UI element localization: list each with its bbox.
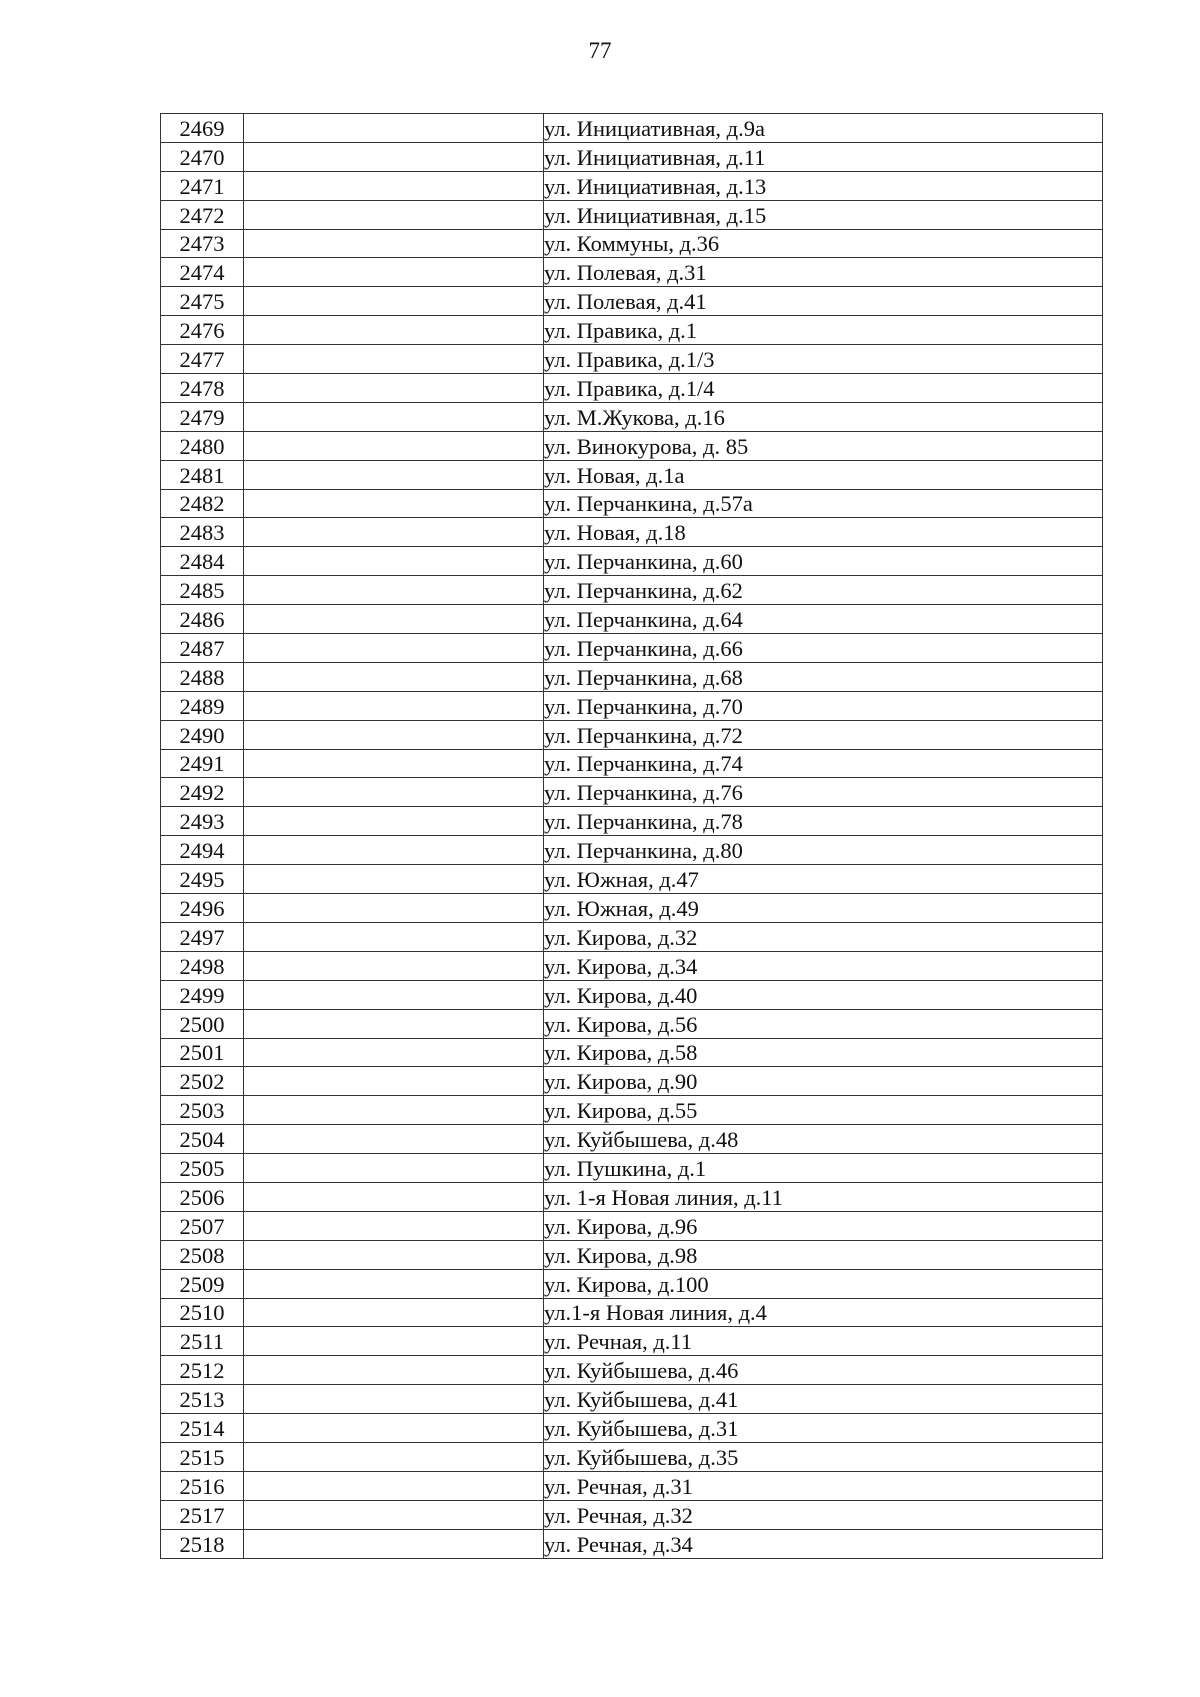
table-row: [161, 171, 1103, 200]
district-cell: [244, 1067, 544, 1096]
district-cell: [244, 836, 544, 865]
address-cell: ул. Куйбышева, д.31: [544, 1414, 1103, 1443]
district-cell: [244, 287, 544, 316]
district-cell: [244, 1269, 544, 1298]
district-cell: [244, 171, 544, 200]
table-row: [161, 316, 1103, 345]
address-table: [160, 113, 1103, 1559]
table-row: [161, 1009, 1103, 1038]
district-cell: [244, 1096, 544, 1125]
table-row: [161, 1211, 1103, 1240]
table-row: [161, 402, 1103, 431]
row-number-cell: 2495: [161, 865, 244, 894]
district-cell: [244, 1182, 544, 1211]
district-cell: [244, 980, 544, 1009]
row-number-cell: 2503: [161, 1096, 244, 1125]
table-row: [161, 720, 1103, 749]
district-cell: [244, 951, 544, 980]
table-row: [161, 229, 1103, 258]
address-cell: ул. Кирова, д.96: [544, 1211, 1103, 1240]
table-row: [161, 691, 1103, 720]
district-cell: [244, 807, 544, 836]
row-number-cell: 2515: [161, 1442, 244, 1471]
row-number-cell: 2497: [161, 922, 244, 951]
district-cell: [244, 922, 544, 951]
district-cell: [244, 1327, 544, 1356]
district-cell: [244, 1442, 544, 1471]
table-row: [161, 951, 1103, 980]
address-cell: ул. Кирова, д.56: [544, 1009, 1103, 1038]
table-row: [161, 922, 1103, 951]
table-row: [161, 807, 1103, 836]
address-cell: ул. Инициативная, д.15: [544, 200, 1103, 229]
row-number-cell: 2469: [161, 114, 244, 143]
table-row: [161, 258, 1103, 287]
address-cell: ул. Пушкина, д.1: [544, 1154, 1103, 1183]
district-cell: [244, 1211, 544, 1240]
address-cell: ул. Правика, д.1: [544, 316, 1103, 345]
address-cell: ул. Перчанкина, д.57а: [544, 489, 1103, 518]
row-number-cell: 2494: [161, 836, 244, 865]
district-cell: [244, 258, 544, 287]
row-number-cell: 2496: [161, 894, 244, 923]
district-cell: [244, 720, 544, 749]
table-row: [161, 547, 1103, 576]
row-number-cell: 2475: [161, 287, 244, 316]
district-cell: [244, 1298, 544, 1327]
table-row: [161, 1414, 1103, 1443]
table-row: [161, 431, 1103, 460]
row-number-cell: 2474: [161, 258, 244, 287]
row-number-cell: 2488: [161, 662, 244, 691]
address-cell: ул. Речная, д.31: [544, 1471, 1103, 1500]
row-number-cell: 2482: [161, 489, 244, 518]
page-number: 77: [588, 38, 612, 63]
address-cell: ул. Кирова, д.58: [544, 1038, 1103, 1067]
district-cell: [244, 1529, 544, 1558]
address-cell: ул. Винокурова, д. 85: [544, 431, 1103, 460]
address-cell: ул. Перчанкина, д.78: [544, 807, 1103, 836]
district-cell: [244, 114, 544, 143]
district-cell: [244, 142, 544, 171]
address-cell: ул. Правика, д.1/3: [544, 345, 1103, 374]
district-cell: [244, 518, 544, 547]
address-cell: ул. Куйбышева, д.35: [544, 1442, 1103, 1471]
table-row: [161, 114, 1103, 143]
district-cell: [244, 749, 544, 778]
table-row: [161, 200, 1103, 229]
district-cell: [244, 576, 544, 605]
address-table-body: [161, 114, 1103, 1559]
row-number-cell: 2476: [161, 316, 244, 345]
row-number-cell: 2508: [161, 1240, 244, 1269]
table-row: [161, 518, 1103, 547]
district-cell: [244, 1009, 544, 1038]
row-number-cell: 2493: [161, 807, 244, 836]
district-cell: [244, 1356, 544, 1385]
row-number-cell: 2491: [161, 749, 244, 778]
table-row: [161, 345, 1103, 374]
row-number-cell: 2512: [161, 1356, 244, 1385]
address-cell: ул. Кирова, д.100: [544, 1269, 1103, 1298]
row-number-cell: 2517: [161, 1500, 244, 1529]
row-number-cell: 2498: [161, 951, 244, 980]
address-cell: ул. Речная, д.11: [544, 1327, 1103, 1356]
table-row: [161, 662, 1103, 691]
row-number-cell: 2492: [161, 778, 244, 807]
address-cell: ул. Кирова, д.55: [544, 1096, 1103, 1125]
address-cell: ул. Инициативная, д.11: [544, 142, 1103, 171]
table-row: [161, 576, 1103, 605]
address-cell: ул. Перчанкина, д.70: [544, 691, 1103, 720]
table-row: [161, 1154, 1103, 1183]
row-number-cell: 2473: [161, 229, 244, 258]
table-row: [161, 1269, 1103, 1298]
address-cell: ул. Инициативная, д.9а: [544, 114, 1103, 143]
row-number-cell: 2483: [161, 518, 244, 547]
row-number-cell: 2479: [161, 402, 244, 431]
table-row: [161, 1298, 1103, 1327]
row-number-cell: 2514: [161, 1414, 244, 1443]
district-cell: [244, 489, 544, 518]
district-cell: [244, 460, 544, 489]
table-row: [161, 1500, 1103, 1529]
table-row: [161, 894, 1103, 923]
row-number-cell: 2509: [161, 1269, 244, 1298]
row-number-cell: 2506: [161, 1182, 244, 1211]
row-number-cell: 2486: [161, 605, 244, 634]
address-cell: ул. Куйбышева, д.46: [544, 1356, 1103, 1385]
address-cell: ул. Речная, д.32: [544, 1500, 1103, 1529]
table-row: [161, 142, 1103, 171]
row-number-cell: 2505: [161, 1154, 244, 1183]
address-cell: ул. Кирова, д.40: [544, 980, 1103, 1009]
district-cell: [244, 374, 544, 403]
address-cell: ул. Южная, д.49: [544, 894, 1103, 923]
row-number-cell: 2516: [161, 1471, 244, 1500]
row-number-cell: 2499: [161, 980, 244, 1009]
district-cell: [244, 345, 544, 374]
table-row: [161, 1356, 1103, 1385]
row-number-cell: 2485: [161, 576, 244, 605]
address-cell: ул. Новая, д.18: [544, 518, 1103, 547]
table-row: [161, 1125, 1103, 1154]
row-number-cell: 2518: [161, 1529, 244, 1558]
address-cell: ул. Правика, д.1/4: [544, 374, 1103, 403]
district-cell: [244, 1154, 544, 1183]
district-cell: [244, 1125, 544, 1154]
table-row: [161, 749, 1103, 778]
district-cell: [244, 1038, 544, 1067]
address-cell: ул. Куйбышева, д.48: [544, 1125, 1103, 1154]
table-row: [161, 374, 1103, 403]
district-cell: [244, 1240, 544, 1269]
row-number-cell: 2501: [161, 1038, 244, 1067]
address-cell: ул. Перчанкина, д.80: [544, 836, 1103, 865]
address-cell: ул. Новая, д.1а: [544, 460, 1103, 489]
table-row: [161, 836, 1103, 865]
district-cell: [244, 431, 544, 460]
address-cell: ул. Перчанкина, д.66: [544, 634, 1103, 663]
district-cell: [244, 634, 544, 663]
district-cell: [244, 1385, 544, 1414]
table-row: [161, 287, 1103, 316]
table-row: [161, 1182, 1103, 1211]
address-cell: ул. Южная, д.47: [544, 865, 1103, 894]
row-number-cell: 2500: [161, 1009, 244, 1038]
row-number-cell: 2511: [161, 1327, 244, 1356]
district-cell: [244, 200, 544, 229]
row-number-cell: 2502: [161, 1067, 244, 1096]
row-number-cell: 2472: [161, 200, 244, 229]
address-cell: ул. Куйбышева, д.41: [544, 1385, 1103, 1414]
row-number-cell: 2477: [161, 345, 244, 374]
table-row: [161, 1385, 1103, 1414]
table-row: [161, 1067, 1103, 1096]
row-number-cell: 2487: [161, 634, 244, 663]
table-row: [161, 778, 1103, 807]
district-cell: [244, 1500, 544, 1529]
district-cell: [244, 402, 544, 431]
address-cell: ул. 1-я Новая линия, д.11: [544, 1182, 1103, 1211]
address-cell: ул.1-я Новая линия, д.4: [544, 1298, 1103, 1327]
table-row: [161, 1038, 1103, 1067]
address-cell: ул. Кирова, д.98: [544, 1240, 1103, 1269]
table-row: [161, 489, 1103, 518]
address-cell: ул. Инициативная, д.13: [544, 171, 1103, 200]
row-number-cell: 2480: [161, 431, 244, 460]
address-cell: ул. Коммуны, д.36: [544, 229, 1103, 258]
address-cell: ул. Перчанкина, д.68: [544, 662, 1103, 691]
row-number-cell: 2489: [161, 691, 244, 720]
address-cell: ул. Перчанкина, д.62: [544, 576, 1103, 605]
table-row: [161, 1096, 1103, 1125]
address-cell: ул. М.Жукова, д.16: [544, 402, 1103, 431]
table-row: [161, 980, 1103, 1009]
district-cell: [244, 547, 544, 576]
address-cell: ул. Полевая, д.31: [544, 258, 1103, 287]
row-number-cell: 2504: [161, 1125, 244, 1154]
table-row: [161, 1529, 1103, 1558]
row-number-cell: 2513: [161, 1385, 244, 1414]
district-cell: [244, 865, 544, 894]
district-cell: [244, 662, 544, 691]
table-row: [161, 1327, 1103, 1356]
row-number-cell: 2490: [161, 720, 244, 749]
address-cell: ул. Кирова, д.90: [544, 1067, 1103, 1096]
district-cell: [244, 1414, 544, 1443]
district-cell: [244, 605, 544, 634]
address-cell: ул. Перчанкина, д.74: [544, 749, 1103, 778]
row-number-cell: 2481: [161, 460, 244, 489]
district-cell: [244, 229, 544, 258]
row-number-cell: 2478: [161, 374, 244, 403]
table-row: [161, 1442, 1103, 1471]
address-cell: ул. Перчанкина, д.72: [544, 720, 1103, 749]
row-number-cell: 2471: [161, 171, 244, 200]
table-row: [161, 460, 1103, 489]
address-cell: ул. Перчанкина, д.76: [544, 778, 1103, 807]
table-row: [161, 865, 1103, 894]
address-cell: ул. Кирова, д.32: [544, 922, 1103, 951]
address-cell: ул. Кирова, д.34: [544, 951, 1103, 980]
district-cell: [244, 316, 544, 345]
district-cell: [244, 1471, 544, 1500]
row-number-cell: 2510: [161, 1298, 244, 1327]
row-number-cell: 2484: [161, 547, 244, 576]
row-number-cell: 2470: [161, 142, 244, 171]
district-cell: [244, 778, 544, 807]
address-cell: ул. Перчанкина, д.60: [544, 547, 1103, 576]
table-row: [161, 605, 1103, 634]
address-cell: ул. Речная, д.34: [544, 1529, 1103, 1558]
address-cell: ул. Полевая, д.41: [544, 287, 1103, 316]
district-cell: [244, 691, 544, 720]
table-row: [161, 1240, 1103, 1269]
table-row: [161, 1471, 1103, 1500]
district-cell: [244, 894, 544, 923]
table-row: [161, 634, 1103, 663]
row-number-cell: 2507: [161, 1211, 244, 1240]
address-cell: ул. Перчанкина, д.64: [544, 605, 1103, 634]
